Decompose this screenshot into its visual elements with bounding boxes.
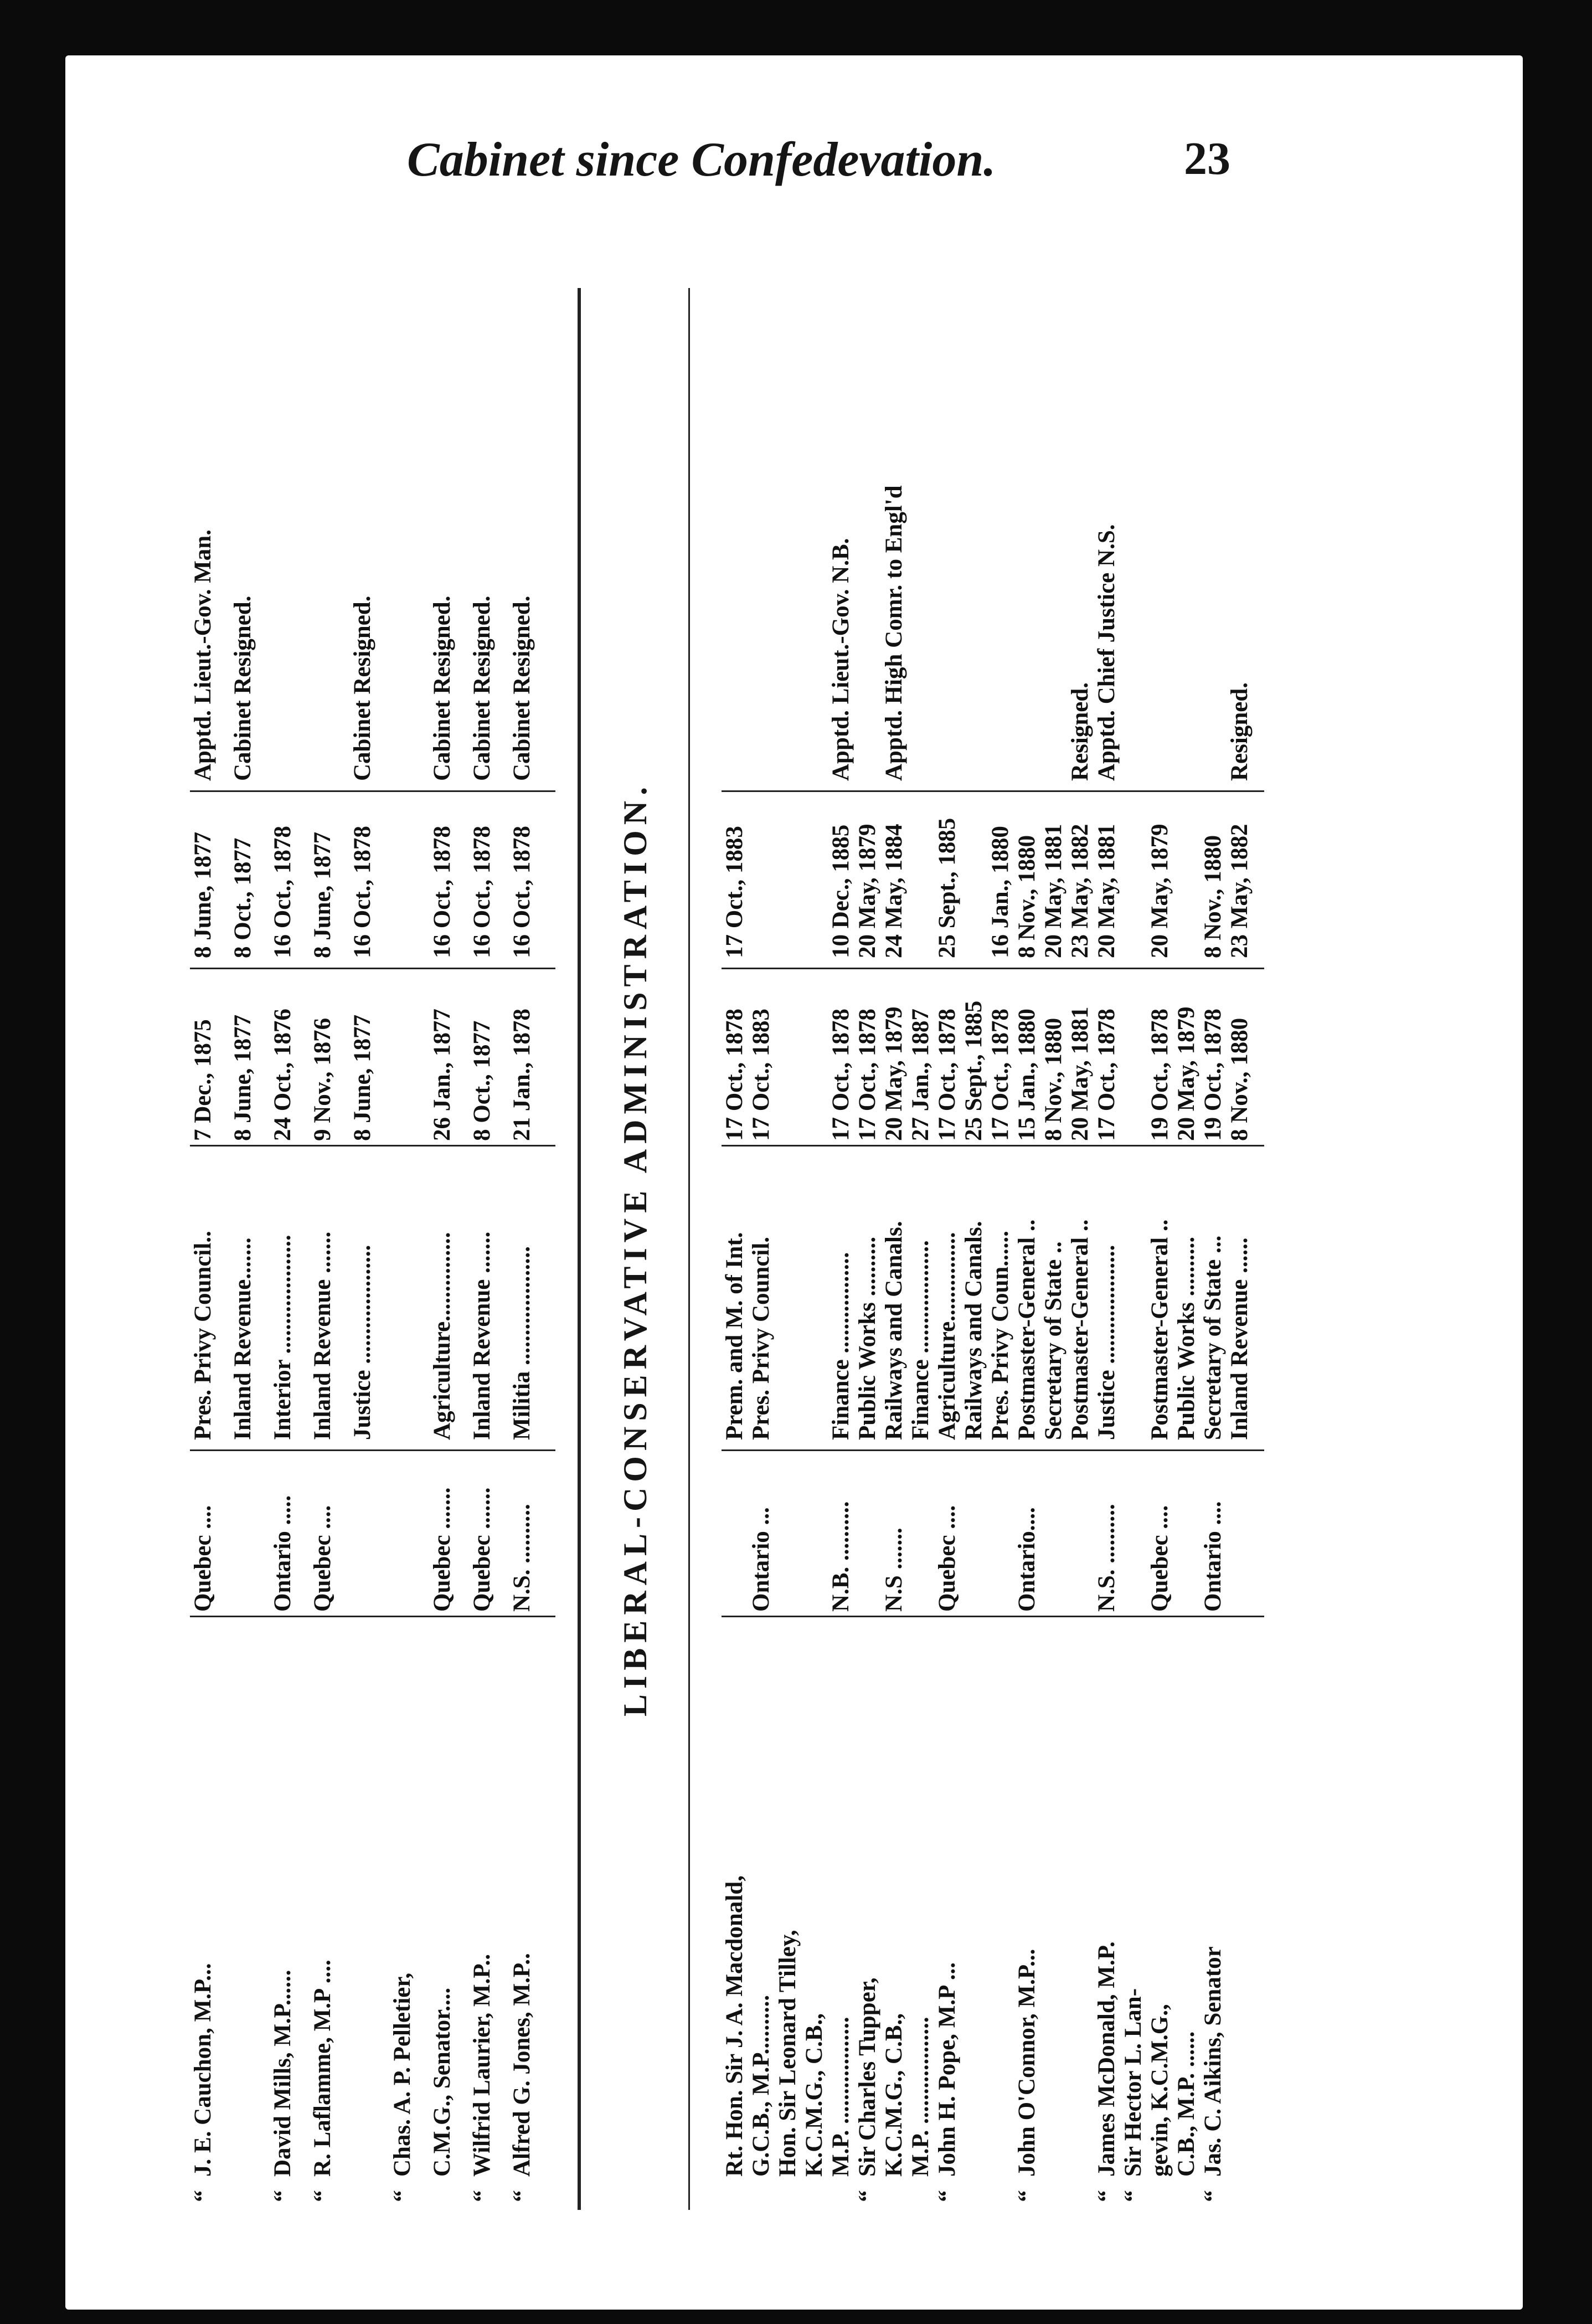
cell-q: “: [854, 2190, 880, 2202]
cell-from: 17 Oct., 1878: [934, 1009, 960, 1141]
cell-name: K.C.M.G., C.B.,: [881, 2013, 907, 2177]
column-rule: [190, 968, 555, 969]
cell-remarks: Apptd. High Comr. to Engl'd: [881, 485, 907, 781]
cell-from: 9 Nov., 1876: [310, 1017, 336, 1141]
cell-port: Secretary of State ...: [1200, 1235, 1226, 1440]
cell-to: 16 Oct., 1878: [429, 826, 455, 958]
cell-to: 16 Jan., 1880: [987, 826, 1013, 958]
cell-to: 8 Nov., 1880: [1200, 835, 1226, 958]
cell-prov: Quebec ....: [190, 1505, 216, 1612]
column-rule: [722, 1449, 1264, 1451]
cell-from: 24 Oct., 1876: [270, 1009, 296, 1141]
cell-prov: N.S. ..........: [509, 1504, 535, 1612]
table-row: [349, 288, 376, 2210]
cell-prov: Quebec ....: [1147, 1505, 1173, 1612]
cell-to: 20 May, 1879: [854, 824, 880, 958]
cell-to: 8 June, 1877: [310, 831, 336, 958]
table-row: [469, 288, 496, 2210]
cell-from: 17 Oct., 1883: [748, 1009, 774, 1141]
cell-port: Secretary of State ..: [1040, 1241, 1067, 1440]
cell-port: Finance .................: [828, 1252, 854, 1440]
cell-from: 27 Jan., 1887: [908, 1009, 934, 1141]
cell-q: “: [1094, 2190, 1120, 2202]
column-rule: [190, 1449, 555, 1451]
table-row: [828, 288, 854, 2210]
rotated-cabinet-table: [190, 288, 1270, 2210]
page-number: 23: [1184, 133, 1230, 184]
cell-remarks: Resigned.: [1227, 682, 1253, 781]
cell-remarks: Resigned.: [1067, 682, 1093, 781]
cell-q: “: [270, 2190, 296, 2202]
table-row: [1014, 288, 1040, 2210]
cell-name: C.M.G., Senator....: [429, 1987, 455, 2177]
cell-name: Wilfrid Laurier, M.P..: [469, 1953, 495, 2177]
cell-prov: N.B. ..........: [828, 1501, 854, 1612]
cell-prov: Ontario ...: [748, 1507, 774, 1612]
cell-port: Agriculture...............: [429, 1232, 455, 1440]
cell-prov: Ontario....: [1014, 1507, 1040, 1612]
table-row: [389, 288, 416, 2210]
cell-port: Postmaster-General ..: [1014, 1219, 1040, 1440]
table-row: [1173, 288, 1200, 2210]
cell-prov: Ontario ....: [1200, 1501, 1226, 1612]
cell-remarks: Cabinet Resigned.: [509, 595, 535, 781]
cell-port: Pres. Privy Council..: [190, 1231, 216, 1440]
table-row: [509, 288, 535, 2210]
table-row: [310, 288, 336, 2210]
table-row: [908, 288, 934, 2210]
cell-from: 20 May, 1879: [1173, 1006, 1199, 1141]
cell-q: “: [1014, 2190, 1040, 2202]
cell-name: Hon. Sir Leonard Tilley,: [775, 1930, 801, 2177]
cell-name: John O'Connor, M.P...: [1014, 1948, 1040, 2177]
cell-name: J. E. Cauchon, M.P...: [190, 1963, 216, 2177]
cell-q: “: [1120, 2190, 1146, 2202]
cell-from: 25 Sept., 1885: [961, 1000, 987, 1141]
column-rule: [190, 1616, 555, 1617]
table-row: [1227, 288, 1253, 2210]
cell-q: “: [389, 2190, 415, 2202]
cell-name: gevin, K.C.M.G.,: [1147, 2004, 1173, 2177]
cell-remarks: Cabinet Resigned.: [230, 595, 256, 781]
cell-name: Jas. C. Aikins, Senator: [1200, 1946, 1226, 2177]
cell-q: “: [934, 2190, 960, 2202]
cell-to: 8 Oct., 1877: [230, 837, 256, 958]
cell-port: Militia ....................: [509, 1246, 535, 1440]
cell-port: Public Works ..........: [1173, 1236, 1199, 1440]
cell-from: 17 Oct., 1878: [1094, 1009, 1120, 1141]
cell-remarks: Apptd. Chief Justice N.S.: [1094, 524, 1120, 781]
cell-prov: Ontario .....: [270, 1495, 296, 1612]
column-rule: [722, 1145, 1264, 1146]
cell-name: Alfred G. Jones, M.P..: [509, 1953, 535, 2177]
cell-port: Inland Revenue.......: [230, 1237, 256, 1440]
cell-from: 8 June, 1877: [349, 1014, 375, 1141]
cell-from: 15 Jan., 1880: [1014, 1009, 1040, 1141]
cell-to: 16 Oct., 1878: [469, 826, 495, 958]
cell-q: “: [1200, 2190, 1226, 2202]
cell-name: Chas. A. P. Pelletier,: [389, 1972, 415, 2177]
cell-port: Finance ...................: [908, 1240, 934, 1440]
cell-port: Inland Revenue .......: [469, 1231, 495, 1440]
table-row: [190, 288, 217, 2210]
cell-port: Postmaster-General ..: [1147, 1219, 1173, 1440]
cell-prov: Quebec ....: [934, 1505, 960, 1612]
cell-name: David Mills, M.P......: [270, 1970, 296, 2177]
cell-from: 17 Oct., 1878: [987, 1009, 1013, 1141]
cell-q: “: [509, 2190, 535, 2202]
cell-port: Interior ....................: [270, 1235, 296, 1440]
cell-from: 17 Oct., 1878: [722, 1009, 748, 1141]
table-row: [230, 288, 256, 2210]
cell-port: Railways and Canals.: [881, 1221, 907, 1440]
cell-q: “: [310, 2190, 336, 2202]
table-row: [987, 288, 1014, 2210]
cell-port: Railways and Canals.: [961, 1221, 987, 1440]
cell-from: 19 Oct., 1878: [1200, 1009, 1226, 1141]
column-rule: [722, 968, 1264, 969]
cell-remarks: Apptd. Lieut.-Gov. N.B.: [828, 538, 854, 781]
cell-name: John H. Pope, M.P ...: [934, 1962, 960, 2177]
cell-from: 8 Nov., 1880: [1227, 1017, 1253, 1141]
cell-name: M.P. ..................: [908, 2017, 934, 2177]
cell-to: 20 May, 1881: [1094, 824, 1120, 958]
cell-port: Justice ....................: [349, 1245, 375, 1440]
table-row: [1200, 288, 1227, 2210]
cell-to: 16 Oct., 1878: [509, 826, 535, 958]
cell-from: 19 Oct., 1878: [1147, 1009, 1173, 1141]
table-row: [748, 288, 775, 2210]
cell-to: 8 Nov., 1880: [1014, 835, 1040, 958]
cell-to: 17 Oct., 1883: [722, 826, 748, 958]
cell-to: 23 May, 1882: [1227, 824, 1253, 958]
section-heading: LIBERAL-CONSERVATIVE ADMINISTRATION.: [617, 781, 653, 1717]
cell-to: 25 Sept., 1885: [934, 817, 960, 958]
table-row: [775, 288, 801, 2210]
cell-from: 20 May, 1879: [881, 1006, 907, 1141]
cell-from: 17 Oct., 1878: [854, 1009, 880, 1141]
cell-to: 10 Dec., 1885: [828, 824, 854, 958]
cell-from: 8 June, 1877: [230, 1014, 256, 1141]
cell-name: K.C.M.G., C.B.,: [801, 2013, 827, 2177]
cell-port: Agriculture...............: [934, 1232, 960, 1440]
table-row: [1067, 288, 1094, 2210]
cell-port: Justice ....................: [1094, 1245, 1120, 1440]
cell-port: Prem. and M. of Int.: [722, 1232, 748, 1440]
cell-to: 8 June, 1877: [190, 831, 216, 958]
cell-to: 20 May, 1881: [1040, 824, 1067, 958]
cell-q: “: [469, 2190, 495, 2202]
column-rule: [722, 790, 1264, 792]
cell-from: 8 Nov., 1880: [1040, 1017, 1067, 1141]
cell-from: 21 Jan., 1878: [509, 1009, 535, 1141]
cell-name: M.P. ..................: [828, 2017, 854, 2177]
table-row: [934, 288, 961, 2210]
cell-to: 16 Oct., 1878: [270, 826, 296, 958]
column-rule: [190, 790, 555, 792]
table-row: [1094, 288, 1120, 2210]
cell-port: Pres. Privy Coun......: [987, 1231, 1013, 1440]
cell-to: 23 May, 1882: [1067, 824, 1093, 958]
table-row: [961, 288, 987, 2210]
cell-name: G.C.B., M.P..........: [748, 1994, 774, 2177]
column-rule: [722, 1616, 1264, 1617]
cell-prov: Quebec .......: [469, 1487, 495, 1612]
cell-from: 8 Oct., 1877: [469, 1020, 495, 1141]
table-row: [1040, 288, 1067, 2210]
cell-prov: Quebec ....: [310, 1505, 336, 1612]
cell-port: Inland Revenue .......: [310, 1231, 336, 1440]
cell-prov: N.S. ..........: [1094, 1504, 1120, 1612]
cell-remarks: Cabinet Resigned.: [429, 595, 455, 781]
table-row: [801, 288, 828, 2210]
table-row: [881, 288, 908, 2210]
cell-name: R. Laflamme, M.P ....: [310, 1960, 336, 2177]
cell-remarks: Apptd. Lieut.-Gov. Man.: [190, 529, 216, 781]
table-row: [270, 288, 296, 2210]
cell-name: Rt. Hon. Sir J. A. Macdonald,: [722, 1875, 748, 2177]
cell-q: “: [190, 2190, 216, 2202]
cell-to: 20 May, 1879: [1147, 824, 1173, 958]
cell-name: C.B., M.P. ......: [1173, 2031, 1199, 2177]
cell-name: James McDonald, M.P.: [1094, 1941, 1120, 2177]
table-row: [1120, 288, 1147, 2210]
cell-remarks: Cabinet Resigned.: [349, 595, 375, 781]
cell-name: Sir Hector L. Lan-: [1120, 1988, 1146, 2177]
table-row: [854, 288, 881, 2210]
cell-to: 16 Oct., 1878: [349, 826, 375, 958]
cell-port: Pres. Privy Council.: [748, 1236, 774, 1440]
column-rule: [190, 1145, 555, 1146]
table-row: [722, 288, 748, 2210]
cell-remarks: Cabinet Resigned.: [469, 595, 495, 781]
cell-port: Postmaster-General ..: [1067, 1219, 1093, 1440]
cell-prov: Quebec .......: [429, 1487, 455, 1612]
cell-port: Public Works ..........: [854, 1236, 880, 1440]
table-row: [429, 288, 456, 2210]
section-divider: [578, 288, 581, 2210]
cell-name: Sir Charles Tupper,: [854, 1977, 880, 2177]
cell-to: 24 May, 1884: [881, 824, 907, 958]
section-divider-thin: [688, 288, 690, 2210]
cell-from: 7 Dec., 1875: [190, 1019, 216, 1141]
cell-port: Inland Revenue ......: [1227, 1237, 1253, 1440]
cell-from: 20 May, 1881: [1067, 1006, 1093, 1141]
cell-from: 26 Jan., 1877: [429, 1009, 455, 1141]
cell-from: 17 Oct., 1878: [828, 1009, 854, 1141]
cell-prov: N.S .......: [881, 1528, 907, 1612]
table-row: [1147, 288, 1173, 2210]
running-header-title: Cabinet since Confedevation.: [407, 133, 996, 187]
